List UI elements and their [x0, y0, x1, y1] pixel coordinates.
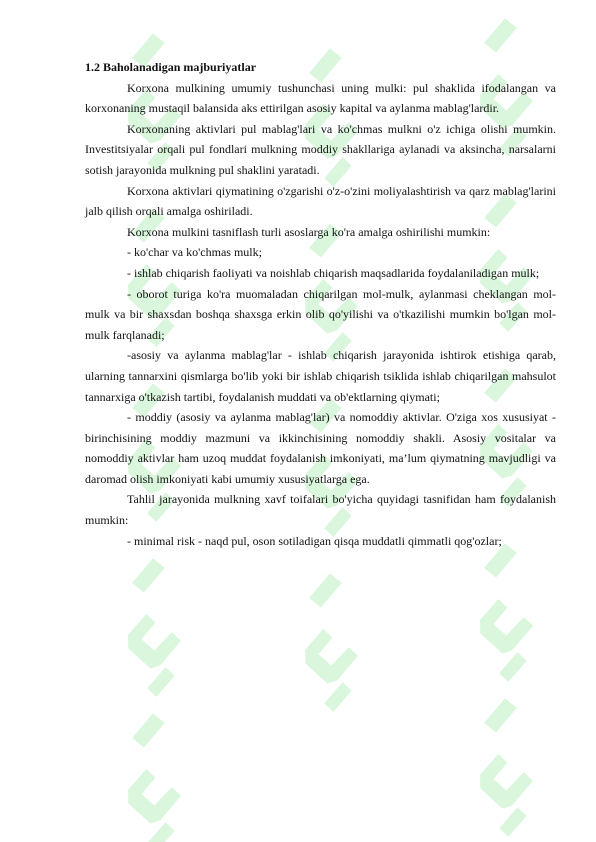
- watermark-mark: [447, 696, 569, 839]
- paragraph: Tahlil jarayonida mulkning xavf toifalari bo'yicha quyidagi tasnifidan ham foydalanish mumkin:: [85, 492, 556, 528]
- list-item: - minimal risk - naqd pul, oson sotiladigan qisqa muddatli qimmatli qog'ozlar;: [127, 533, 502, 548]
- list-item: - oborot turiga ko'ra muomaladan chiqarilgan mol-mulk, aylanmasi cheklangan mol-mulk va bir shaxsdan boshqa shaxsga erkin olib qo'yilishi va o'tkazilishi mumkin bo'lgan mol-mulk farqlanadi;: [85, 286, 556, 342]
- document-body: [85, 57, 556, 551]
- watermark-mark: [272, 571, 394, 714]
- list-item: - ishlab chiqarish faoliyati va noishlab chiqarish maqsadlarida foydalaniladigan mulk;: [127, 265, 540, 280]
- paragraph: Korxona mulkining umumiy tushunchasi uning mulki: pul shaklida ifodalangan va korxonaning mustaqil balansida aks ettirilgan asosiy kapital va aylanma mablag'lardir.: [85, 80, 556, 116]
- paragraph: Korxonaning aktivlari pul mablag'lari va ko'chmas mulkni o'z ichiga olishi mumkin. Investitsiyalar orqali pul fondlari mulkning moddiy shakllariga aylanadi va aksincha, narsalarni sotish jarayonida mulkning pul shaklini yaratadi.: [85, 121, 556, 177]
- list-item: -asosiy va aylanma mablag'lar - ishlab chiqarish jarayonida ishtirok etishiga qarab, ularning tannarxini qismlarga bo'lib yoki bir ishlab chiqarish tsiklida ishlab chiqarilgan mahsulot tannarxiga o'tkazish tartibi, foydalanish muddati va ob'ektlarning qiymati;: [85, 348, 556, 404]
- paragraph: Korxona aktivlari qiymatining o'zgarishi o'z-o'zini moliyalashtirish va qarz mablag'larini jalb qilish orqali amalga oshiriladi.: [85, 183, 556, 219]
- watermark-mark: [95, 556, 217, 699]
- watermark-mark: [447, 541, 569, 684]
- section-heading: 1.2 Baholanadigan majburiyatlar: [85, 60, 257, 74]
- watermark-mark: [95, 711, 217, 842]
- paragraph: Korxona mulkini tasniflash turli asoslarga ko'ra amalga oshirilishi mumkin:: [127, 224, 491, 239]
- list-item: - moddiy (asosiy va aylanma mablag'lar) va nomoddiy aktivlar. O'ziga xos xususiyat - birinchisining moddiy mazmuni va ikkinchisining nomoddiy shakli. Asosiy vositalar va nomoddiy aktivlar ham uzoq muddat foydalanish imkoniyati, ma’lum qiymatning mavjudligi va daromad olish imkoniyati kabi umumiy xususiyatlarga ega.: [85, 410, 556, 486]
- list-item: - ko'char va ko'chmas mulk;: [127, 245, 262, 260]
